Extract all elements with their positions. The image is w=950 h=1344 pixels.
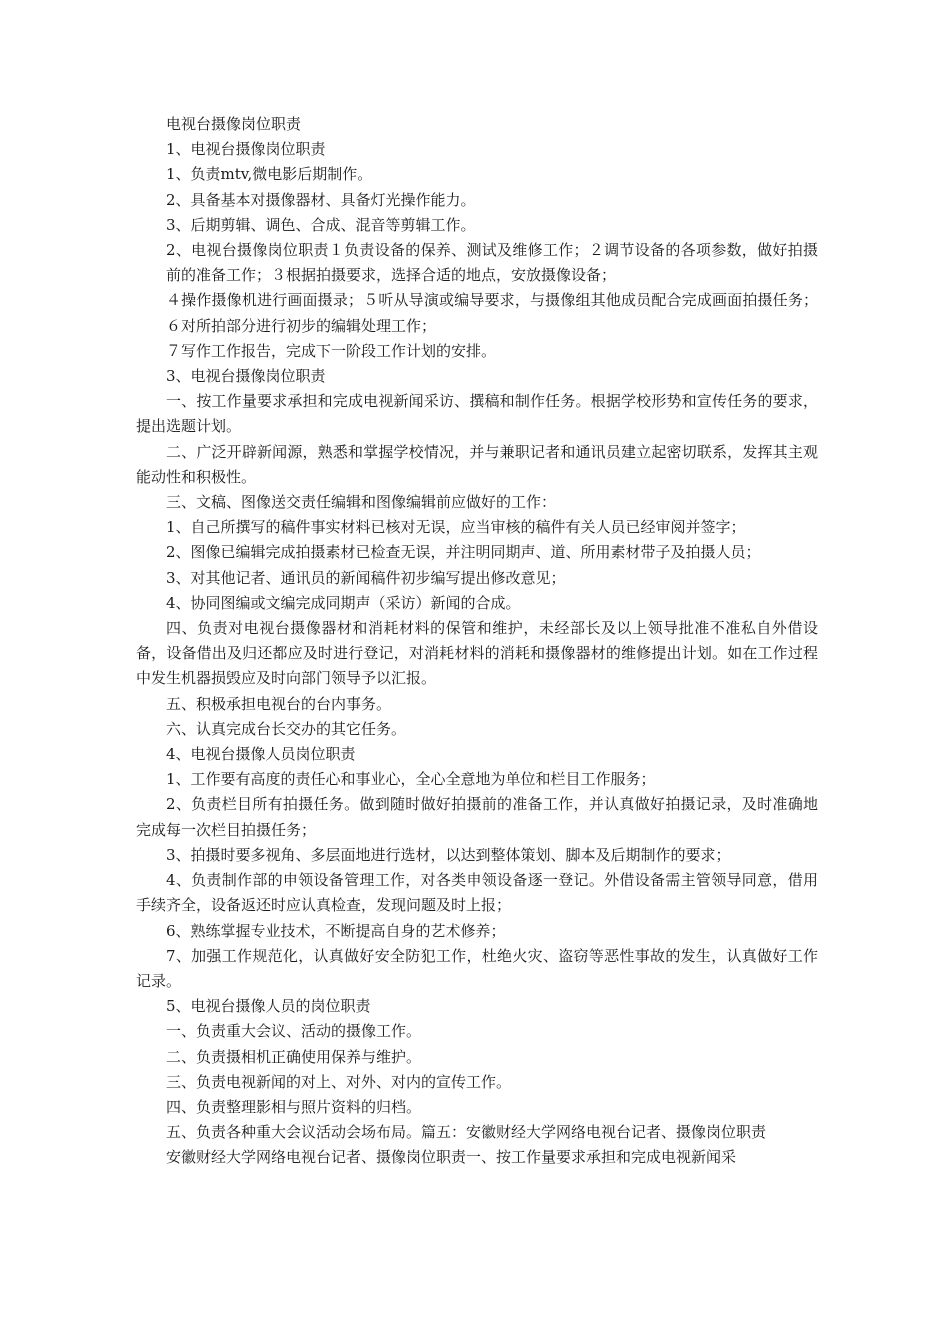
paragraph: 4、协同图编或文编完成同期声（采访）新闻的合成。 [166, 593, 521, 612]
paragraph: 四、负责对电视台摄像器材和消耗材料的保管和维护，未经部长及以上领导批准不准私自外借设备，设备借出及归还都应及时进行登记，对消耗材料的消耗和摄像器材的维修提出计划。如在工作过程中发生机器损毁应及时向部门领导予以汇报。 [136, 619, 818, 688]
paragraph: 一、按工作量要求承担和完成电视新闻采访、撰稿和制作任务。根据学校形势和宣传任务的要求，提出选题计划。 [136, 392, 818, 436]
paragraph: 2、电视台摄像岗位职责１负责设备的保养、测试及维修工作；２调节设备的各项参数，做好拍摄前的准备工作；３根据拍摄要求，选择合适的地点，安放摄像设备； [166, 241, 818, 285]
paragraph: 五、积极承担电视台的台内事务。 [166, 694, 392, 713]
document-title: 电视台摄像岗位职责 [166, 115, 302, 133]
paragraph: 一、负责重大会议、活动的摄像工作。 [166, 1022, 422, 1041]
paragraph: ４操作摄像机进行画面摄录；５听从导演或编导要求，与摄像组其他成员配合完成画面拍摄任务；６对所拍部分进行初步的编辑处理工作； [166, 291, 818, 335]
paragraph: 安徽财经大学网络电视台记者、摄像岗位职责一、按工作量要求承担和完成电视新闻采 [166, 1148, 737, 1167]
paragraph: 6、熟练掌握专业技术，不断提高自身的艺术修养； [166, 921, 506, 940]
paragraph: 二、负责摄相机正确使用保养与维护。 [166, 1047, 422, 1066]
paragraph: 4、负责制作部的申领设备管理工作，对各类申领设备逐一登记。外借设备需主管领导同意，借用手续齐全，设备返还时应认真检查，发现问题及时上报； [136, 871, 818, 915]
paragraph: 5、电视台摄像人员的岗位职责 [166, 997, 371, 1016]
paragraph: 2、负责栏目所有拍摄任务。做到随时做好拍摄前的准备工作，并认真做好拍摄记录，及时准确地完成每一次栏目拍摄任务； [136, 795, 818, 839]
paragraph: 五、负责各种重大会议活动会场布局。篇五：安徽财经大学网络电视台记者、摄像岗位职责 [166, 1123, 767, 1142]
paragraph: 2、具备基本对摄像器材、具备灯光操作能力。 [166, 190, 476, 209]
paragraph: 4、电视台摄像人员岗位职责 [166, 745, 356, 764]
paragraph: 1、电视台摄像岗位职责 [166, 140, 326, 159]
paragraph: 7、加强工作规范化，认真做好安全防犯工作，杜绝火灾、盗窃等恶性事故的发生，认真做好工作记录。 [136, 946, 818, 990]
paragraph: ７写作工作报告，完成下一阶段工作计划的安排。 [166, 341, 497, 360]
paragraph: 四、负责整理影相与照片资料的归档。 [166, 1097, 422, 1116]
paragraph: 三、负责电视新闻的对上、对外、对内的宣传工作。 [166, 1072, 512, 1091]
paragraph: 3、电视台摄像岗位职责 [166, 367, 326, 386]
document-body [136, 112, 818, 1171]
paragraph: 三、文稿、图像送交责任编辑和图像编辑前应做好的工作： [166, 493, 557, 512]
paragraph: 3、后期剪辑、调色、合成、混音等剪辑工作。 [166, 215, 476, 234]
paragraph: 1、负责mtv,微电影后期制作。 [166, 165, 373, 184]
paragraph: 3、拍摄时要多视角、多层面地进行选材，以达到整体策划、脚本及后期制作的要求； [166, 845, 731, 864]
paragraph: 二、广泛开辟新闻源，熟悉和掌握学校情况，并与兼职记者和通讯员建立起密切联系，发挥其主观能动性和积极性。 [136, 442, 818, 486]
paragraph: 3、对其他记者、通讯员的新闻稿件初步编写提出修改意见； [166, 568, 566, 587]
paragraph: 2、图像已编辑完成拍摄素材已检查无误，并注明同期声、道、所用素材带子及拍摄人员； [166, 543, 761, 562]
paragraph: 1、自己所撰写的稿件事实材料已核对无误，应当审核的稿件有关人员已经审阅并签字； [166, 518, 746, 537]
paragraph: 1、工作要有高度的责任心和事业心，全心全意地为单位和栏目工作服务； [166, 770, 656, 789]
paragraph: 六、认真完成台长交办的其它任务。 [166, 719, 407, 738]
